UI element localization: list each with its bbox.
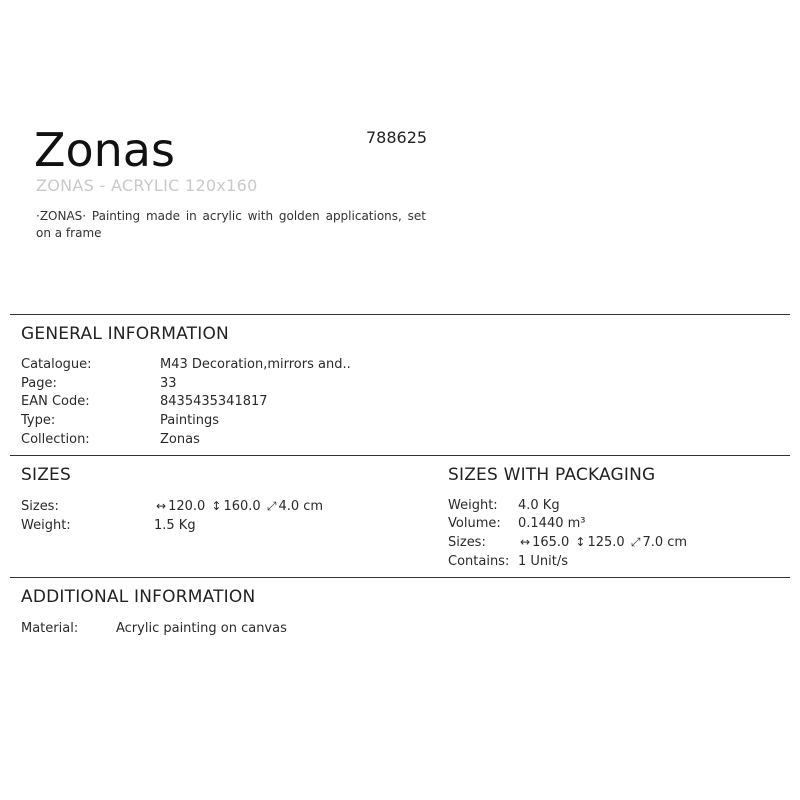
info-row-collection xyxy=(21,430,200,449)
material-label: Material: xyxy=(21,621,79,636)
height-value: 160.0 xyxy=(223,499,261,514)
product-title: Zonas xyxy=(34,123,175,177)
depth-value: 7.0 cm xyxy=(642,535,688,550)
packaging-heading: SIZES WITH PACKAGING xyxy=(448,465,656,485)
info-value: 8435435341817 xyxy=(160,394,268,409)
product-subtitle: ZONAS - ACRYLIC 120x160 xyxy=(36,176,258,195)
packaging-row-sizes xyxy=(448,533,688,552)
info-label: Type: xyxy=(21,413,56,428)
sizes-row-dimensions xyxy=(21,497,324,516)
horizontal-arrow-icon: ↔ xyxy=(156,499,167,513)
vertical-arrow-icon: ↕ xyxy=(211,499,222,513)
info-label: Page: xyxy=(21,376,57,391)
packaging-sizes-label: Sizes: xyxy=(448,535,486,550)
weight-value: 1.5 Kg xyxy=(154,518,196,533)
packaging-contains-value: 1 Unit/s xyxy=(518,554,569,569)
info-label: EAN Code: xyxy=(21,394,90,409)
divider xyxy=(10,455,790,456)
general-information-heading: GENERAL INFORMATION xyxy=(21,324,229,344)
packaging-weight-label: Weight: xyxy=(448,498,498,513)
info-row-catalogue xyxy=(21,355,351,374)
weight-label: Weight: xyxy=(21,518,71,533)
info-value: Zonas xyxy=(160,432,200,447)
info-value: Paintings xyxy=(160,413,220,428)
packaging-weight-value: 4.0 Kg xyxy=(518,498,560,513)
info-label: Catalogue: xyxy=(21,357,92,372)
info-value: M43 Decoration,mirrors and.. xyxy=(160,357,351,372)
width-value: 165.0 xyxy=(532,535,570,550)
product-reference: 788625 xyxy=(366,128,428,147)
diagonal-arrow-icon: ⤢ xyxy=(630,535,641,549)
product-description: ·ZONAS· Painting made in acrylic with golden applications, set on a frame xyxy=(36,209,426,240)
sizes-label: Sizes: xyxy=(21,499,59,514)
divider xyxy=(10,314,790,315)
additional-row-material xyxy=(21,619,287,638)
packaging-volume-value: 0.1440 m³ xyxy=(518,516,586,531)
info-row-page xyxy=(21,374,177,393)
packaging-row-weight xyxy=(448,496,560,515)
info-row-type xyxy=(21,411,220,430)
info-value: 33 xyxy=(160,376,177,391)
depth-value: 4.0 cm xyxy=(278,499,324,514)
sizes-heading: SIZES xyxy=(21,465,71,485)
vertical-arrow-icon: ↕ xyxy=(575,535,586,549)
horizontal-arrow-icon: ↔ xyxy=(520,535,531,549)
info-row-ean xyxy=(21,392,268,411)
packaging-row-contains xyxy=(448,552,569,571)
diagonal-arrow-icon: ⤢ xyxy=(266,499,277,513)
sizes-dimensions-value xyxy=(154,497,323,516)
info-label: Collection: xyxy=(21,432,90,447)
height-value: 125.0 xyxy=(587,535,625,550)
divider xyxy=(10,577,790,578)
packaging-contains-label: Contains: xyxy=(448,554,510,569)
additional-information-heading: ADDITIONAL INFORMATION xyxy=(21,587,256,607)
width-value: 120.0 xyxy=(168,499,206,514)
packaging-volume-label: Volume: xyxy=(448,516,501,531)
material-value: Acrylic painting on canvas xyxy=(116,621,287,636)
sizes-row-weight xyxy=(21,516,196,535)
packaging-row-volume xyxy=(448,514,586,533)
packaging-sizes-value xyxy=(518,533,687,552)
